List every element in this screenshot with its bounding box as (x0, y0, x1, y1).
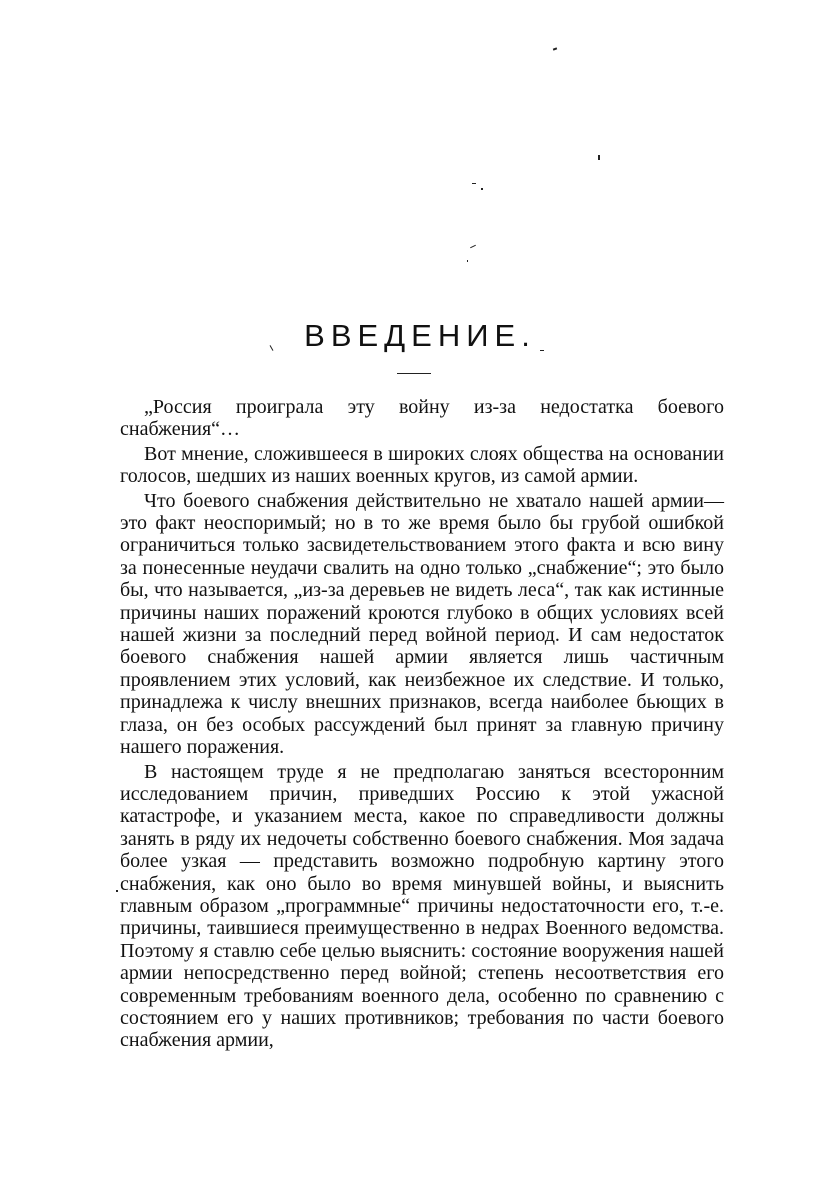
scan-speck (481, 188, 483, 190)
scan-speck (472, 183, 476, 184)
scan-speck (470, 245, 476, 248)
paragraph: В настоящем труде я не предполагаю заняться всесторонним исследованием причин, приведших Россию к этой ужасной катастрофе, и указанием места, какое по справедливости должны занять в ряду их недочеты собственно боевого снабжения. Моя задача более узкая — представить возможно подробную картину этого снабжения, как оно было во время минувшей войны, и выяснить главным образом „программные“ причины недостаточности его, т.-е. причины, таившиеся преимущественно в недрах Военного ведомства. Поэтому я ставлю себе целью выяснить: состояние вооружения нашей армии непосредственно перед войной; степень несоответствия его современным требованиям военного дела, особенно по сравнению с состоянием его у наших противников; требования по части боевого снабжения армии, (120, 760, 724, 1052)
scan-speck (553, 47, 557, 50)
paragraph: „Россия проиграла эту войну из-за недостатка боевого снабжения“… (120, 396, 724, 441)
scan-speck (467, 260, 468, 262)
scan-speck (598, 155, 600, 160)
paragraph: Что боевого снабжения действительно не хватало нашей армии—это факт неоспоримый; но в то же время было бы грубой ошибкой ограничиться только засвидетельствованием этого факта и всю вину за понесенные неудачи свалить на одно только „снабжение“; это было бы, что называется, „из-за деревьев не видеть леса“, так как истинные причины наших поражений кроются глубоко в общих условиях всей нашей жизни за последний перед войной период. И сам недостаток боевого снабжения нашей армии является лишь частичным проявлением этих условий, как неизбежное их следствие. И только, принадлежа к числу внешних признаков, всегда наиболее бьющих в глаза, он без особых рассуждений был принят за главную причину нашего поражения. (120, 489, 724, 759)
scan-speck (116, 890, 118, 892)
body-text (120, 396, 724, 1054)
title-rule (397, 373, 431, 374)
page-title: ВВЕДЕНИЕ. (304, 318, 536, 353)
paragraph: Вот мнение, сложившееся в широких слоях общества на основании голосов, шедших из наших военных кругов, из самой армии. (120, 442, 724, 488)
